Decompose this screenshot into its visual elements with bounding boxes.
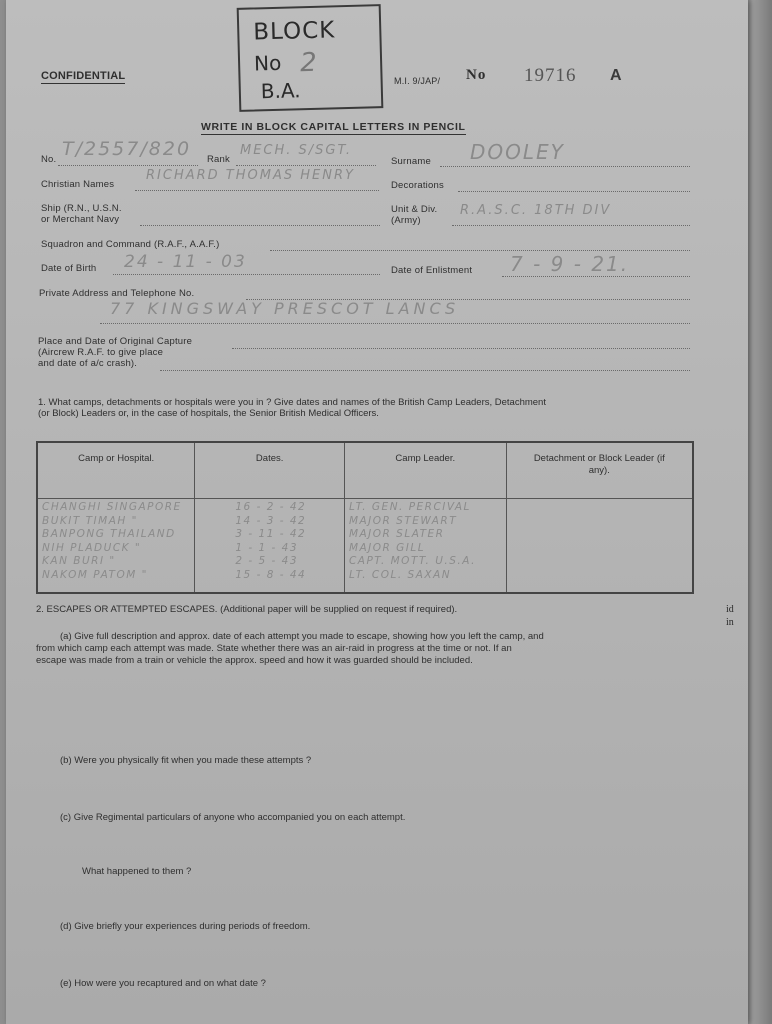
question-2a-text-2: from which camp each attempt was made. State whether there was an air-raid in progress at the time or not. If an	[36, 643, 512, 654]
dotted-line	[135, 190, 379, 191]
table-row	[37, 499, 693, 594]
dotted-line	[140, 225, 380, 226]
surname-value: DOOLEY	[470, 140, 565, 164]
dotted-line	[232, 348, 690, 349]
unit-label-2: (Army)	[391, 215, 421, 226]
rank-value: MECH. S/SGT.	[240, 143, 353, 158]
dotted-line	[452, 225, 690, 226]
address-label: Private Address and Telephone No.	[39, 288, 195, 299]
question-2b-text: (b) Were you physically fit when you made these attempts ?	[60, 755, 312, 766]
date-of-birth-label: Date of Birth	[41, 263, 97, 274]
stamp-block-text: BLOCK	[252, 17, 336, 46]
camp-leader: MAJOR SLATER	[348, 528, 445, 540]
dotted-line	[236, 165, 376, 166]
camp-date: 2 - 5 - 43	[235, 555, 299, 567]
column-header-camp: Camp or Hospital.	[37, 442, 195, 499]
dotted-line	[113, 274, 380, 275]
camp-leader: MAJOR GILL	[348, 541, 426, 554]
dotted-line	[58, 165, 198, 166]
stamp-ba-text: B.A.	[260, 78, 301, 104]
column-header-camp-leader: Camp Leader.	[344, 442, 506, 499]
ship-label-2: or Merchant Navy	[41, 214, 120, 225]
reference-code: M.I. 9/JAP/	[394, 76, 441, 86]
enlistment-value: 7 - 9 - 21.	[510, 252, 630, 276]
question-2c-text: (c) Give Regimental particulars of anyone who accompanied you on each attempt.	[60, 812, 406, 823]
camp-date: 14 - 3 - 42	[235, 514, 307, 527]
question-2a-text-3: escape was made from a train or vehicle the approx. speed and how it was guarded should be included.	[36, 655, 473, 666]
camp-leader: LT. COL. SAXAN	[348, 568, 452, 581]
dates-cell	[195, 499, 345, 594]
decorations-label: Decorations	[391, 180, 444, 191]
christian-names-label: Christian Names	[41, 179, 115, 190]
camp-leader: MAJOR STEWART	[348, 514, 458, 527]
number-label: No	[466, 67, 487, 83]
camp-date: 3 - 11 - 42	[235, 528, 307, 540]
question-2e-text: (e) How were you recaptured and on what date ?	[60, 978, 266, 989]
camp-name: BUKIT TIMAH "	[42, 514, 138, 527]
camp-name: CHANGHI SINGAPORE	[42, 501, 182, 513]
dotted-line	[100, 323, 690, 324]
block-stamp	[237, 4, 384, 112]
instruction-heading: WRITE IN BLOCK CAPITAL LETTERS IN PENCIL	[201, 121, 466, 133]
camp-date: 16 - 2 - 42	[235, 501, 307, 513]
capture-label: Place and Date of Original Capture	[38, 336, 193, 347]
capture-label-2: (Aircrew R.A.F. to give place	[38, 347, 164, 358]
question-2d-text: (d) Give briefly your experiences during periods of freedom.	[60, 921, 311, 932]
table-header-row	[37, 442, 693, 499]
serial-number: 19716	[524, 65, 577, 86]
stamp-number: 2	[299, 47, 318, 79]
camp-leader: LT. GEN. PERCIVAL	[348, 501, 471, 513]
capture-label-3: and date of a/c crash).	[38, 358, 138, 369]
dotted-line	[160, 370, 690, 371]
ship-label: Ship (R.N., U.S.N.	[41, 203, 122, 214]
question-2-heading: 2. ESCAPES OR ATTEMPTED ESCAPES. (Additional paper will be supplied on request if required).	[36, 604, 458, 615]
rank-label: Rank	[207, 154, 230, 165]
camp-name: KAN BURI "	[42, 555, 116, 567]
camp-name: BANPONG THAILAND	[42, 528, 176, 540]
dotted-line	[270, 250, 690, 251]
christian-names-value: RICHARD THOMAS HENRY	[146, 168, 355, 183]
margin-fragment: in	[726, 617, 734, 628]
dotted-line	[440, 166, 690, 167]
question-2a-text: (a) Give full description and approx. date of each attempt you made to escape, showing how you left the camp, and	[60, 631, 544, 642]
no-label: No.	[41, 154, 57, 165]
detachment-cell	[506, 499, 693, 594]
confidential-label: CONFIDENTIAL	[41, 70, 126, 82]
enlistment-label: Date of Enlistment	[391, 265, 473, 276]
camp-name: NAKOM PATOM "	[42, 568, 148, 581]
camp-name: NIH PLADUCK "	[42, 541, 142, 554]
date-of-birth-value: 24 - 11 - 03	[124, 252, 247, 272]
question-2c-followup: What happened to them ?	[82, 866, 192, 877]
address-value: 77 KINGSWAY PRESCOT LANCS	[110, 299, 460, 318]
column-header-detachment-leader: Detachment or Block Leader (if any).	[506, 442, 693, 499]
unit-label: Unit & Div.	[391, 204, 438, 215]
camp-cell	[37, 499, 195, 594]
dotted-line	[502, 276, 690, 277]
camp-leader: CAPT. MOTT. U.S.A.	[348, 555, 476, 567]
margin-fragment: id	[726, 604, 734, 615]
service-number-value: T/2557/820	[62, 138, 192, 160]
leader-cell	[344, 499, 506, 594]
squadron-label: Squadron and Command (R.A.F., A.A.F.)	[41, 239, 220, 250]
camps-table	[36, 441, 694, 594]
column-header-dates: Dates.	[195, 442, 345, 499]
question-1-text: 1. What camps, detachments or hospitals were you in ? Give dates and names of the British Camp Leaders, Detachment	[38, 397, 546, 408]
camp-date: 15 - 8 - 44	[235, 568, 307, 581]
question-1-text-2: (or Block) Leaders or, in the case of hospitals, the Senior British Medical Officers.	[38, 408, 379, 419]
dotted-line	[458, 191, 690, 192]
stamp-no-text: No	[253, 50, 282, 76]
unit-value: R.A.S.C. 18TH DIV	[460, 203, 612, 218]
camp-date: 1 - 1 - 43	[235, 541, 299, 554]
surname-label: Surname	[391, 156, 431, 167]
serial-suffix: A	[610, 67, 622, 84]
